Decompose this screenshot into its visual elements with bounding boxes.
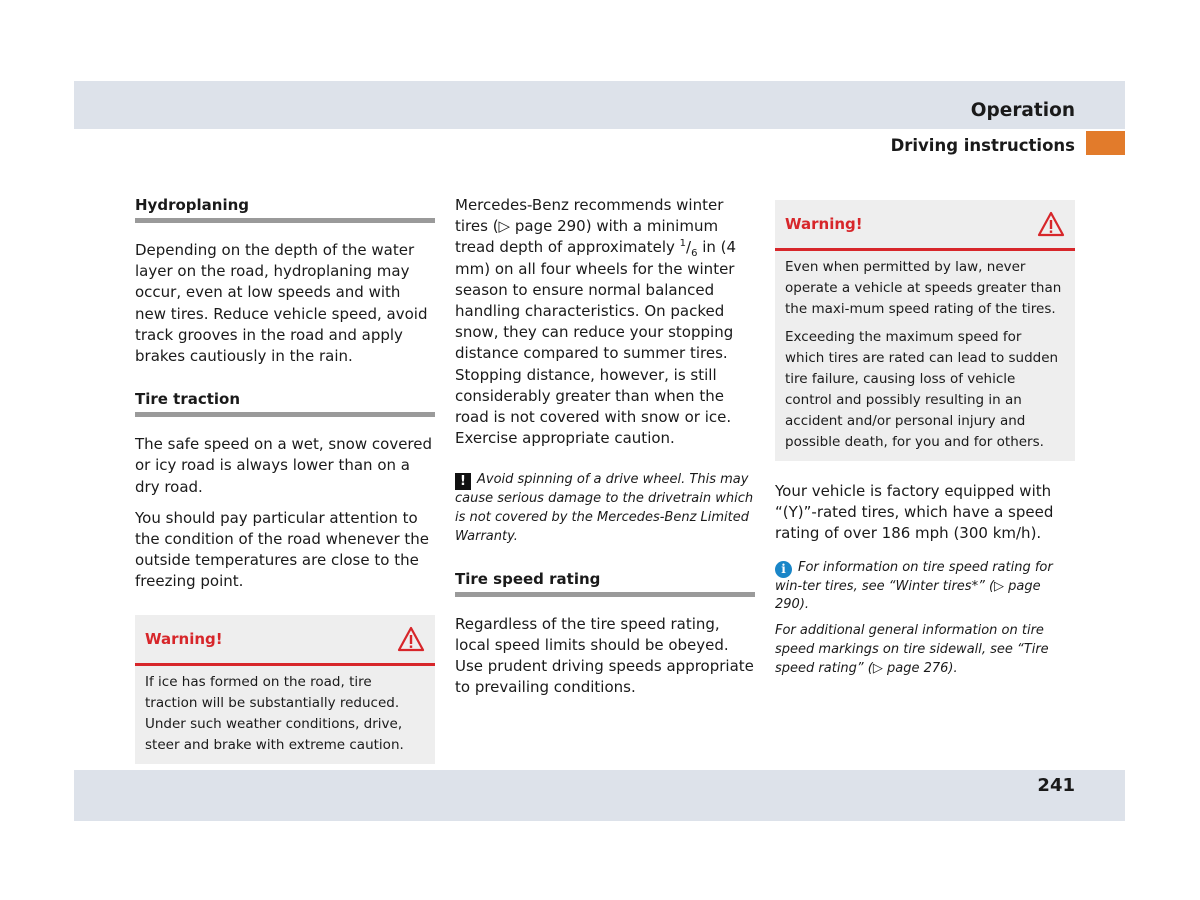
page-number: 241	[1037, 775, 1075, 796]
warning-triangle-icon	[1037, 211, 1065, 237]
warning-header	[775, 200, 1075, 251]
info-note-winter: i For information on tire speed rating for win-ter tires, see “Winter tires*” (▷ page 290).	[775, 559, 1053, 613]
paragraph-speed-rating: Regardless of the tire speed rating, local speed limits should be obeyed. Use prudent driving speeds appropriate to prevailing conditions.	[455, 614, 754, 697]
warning-triangle-icon	[397, 626, 425, 652]
header-band	[74, 81, 1125, 129]
column-right	[775, 200, 1075, 686]
section-title: Operation	[970, 100, 1075, 121]
paragraph-hydroplaning: Depending on the depth of the water layer on the road, hydroplaning may occur, even at low speeds and with new tires. Reduce vehicle speed, avoid track grooves in the road and apply brakes cautiously in the rain.	[135, 241, 428, 366]
section-tab-marker	[1086, 131, 1125, 155]
warning-text-1: Even when permitted by law, never operate a vehicle at speeds greater than the maxi-mum speed rating of the tires.	[785, 259, 1062, 317]
footer-band	[74, 770, 1125, 821]
column-middle	[455, 195, 755, 709]
paragraph-traction-1: The safe speed on a wet, snow covered or icy road is always lower than on a dry road.	[135, 435, 433, 496]
paragraph-y-rated: Your vehicle is factory equipped with “(Y)”-rated tires, which have a speed rating of over 186 mph (300 km/h).	[775, 482, 1054, 543]
warning-text-2: Exceeding the maximum speed for which tires are rated can lead to sudden tire failure, causing loss of vehicle control and possibly resulting in an accident and/or personal injury and possible death, for you and for others.	[785, 329, 1059, 450]
exclamation-icon: !	[455, 473, 471, 490]
paragraph-traction-2: You should pay particular attention to the condition of the road whenever the outside temperatures are close to the freezing point.	[135, 508, 430, 591]
note-drive-wheel: ! Avoid spinning of a drive wheel. This may cause serious damage to the drivetrain which is not covered by the Mercedes-Benz Limited Warranty.	[455, 472, 754, 545]
subsection-title: Driving instructions	[890, 136, 1075, 155]
heading-tire-traction: Tire traction	[135, 389, 435, 417]
warning-label: Warning!	[145, 629, 223, 648]
paragraph-winter-tires: Mercedes-Benz recommends winter tires (▷ page 290) with a minimum tread depth of approximately $^1/_6$ in (4 mm) on all four wheels for the winter season to ensure normal balanced handling characteristics. On packed snow, they can reduce your stopping distance compared to summer tires. Stopping distance, however, is still considerably greater than when the road is not covered with snow or ice. Exercise appropriate caution.	[455, 196, 737, 448]
warning-box-ice	[135, 615, 435, 764]
warning-box-speed	[775, 200, 1075, 461]
warning-text: If ice has formed on the road, tire traction will be substantially reduced. Under such weather conditions, drive, steer and brake with extreme caution.	[145, 673, 404, 753]
warning-label: Warning!	[785, 215, 863, 233]
fraction-numerator: 1	[679, 238, 687, 250]
info-note-sidewall: For additional general information on tire speed markings on tire sidewall, see “Tire speed rating” (▷ page 276).	[775, 623, 1049, 676]
info-icon: i	[775, 561, 792, 578]
heading-hydroplaning: Hydroplaning	[135, 195, 435, 223]
fraction-denominator: 6	[691, 248, 698, 260]
warning-header	[135, 615, 435, 666]
heading-tire-speed-rating: Tire speed rating	[455, 569, 755, 597]
column-left	[135, 195, 435, 764]
